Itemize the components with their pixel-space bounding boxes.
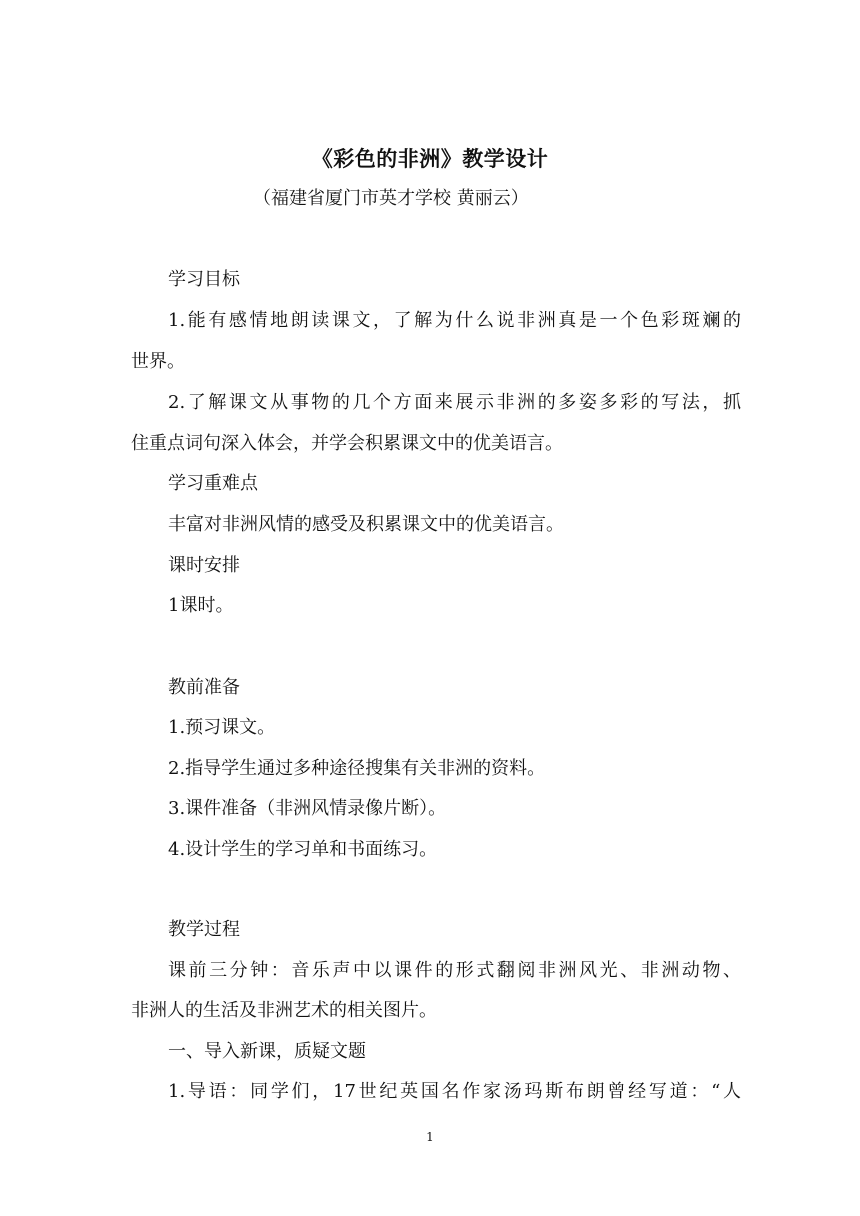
goal-1-line-2: 世界。	[131, 351, 185, 372]
heading-schedule: 课时安排	[168, 555, 240, 576]
process-intro-line-1: 课前三分钟：音乐声中以课件的形式翻阅非洲风光、非洲动物、	[168, 960, 741, 981]
author-line: （福建省厦门市英才学校 黄丽云）	[253, 188, 529, 209]
process-intro-line-2: 非洲人的生活及非洲艺术的相关图片。	[131, 1000, 437, 1021]
heading-key-points: 学习重难点	[168, 473, 258, 494]
section-1-heading: 一、导入新课，质疑文题	[168, 1041, 366, 1062]
goal-2-line-1: 2.了解课文从事物的几个方面来展示非洲的多姿多彩的写法，抓	[168, 392, 741, 413]
schedule-text: 1课时。	[168, 595, 234, 616]
key-points-text: 丰富对非洲风情的感受及积累课文中的优美语言。	[168, 514, 564, 535]
prep-item-1: 1.预习课文。	[168, 717, 276, 738]
prep-item-3: 3.课件准备（非洲风情录像片断）。	[168, 798, 447, 819]
prep-item-4: 4.设计学生的学习单和书面练习。	[168, 839, 438, 860]
heading-teaching-process: 教学过程	[168, 919, 240, 940]
document-title: 《彩色的非洲》教学设计	[311, 146, 549, 171]
section-1-item-1: 1.导语：同学们，17世纪英国名作家汤玛斯布朗曾经写道：“人	[168, 1081, 741, 1102]
page-number: 1	[426, 1130, 434, 1144]
goal-2-line-2: 住重点词句深入体会，并学会积累课文中的优美语言。	[131, 433, 563, 454]
heading-preparation: 教前准备	[168, 677, 240, 698]
goal-1-line-1: 1.能有感情地朗读课文，了解为什么说非洲真是一个色彩斑斓的	[168, 310, 741, 331]
prep-item-2: 2.指导学生通过多种途径搜集有关非洲的资料。	[168, 758, 546, 779]
heading-learning-goals: 学习目标	[168, 269, 240, 290]
